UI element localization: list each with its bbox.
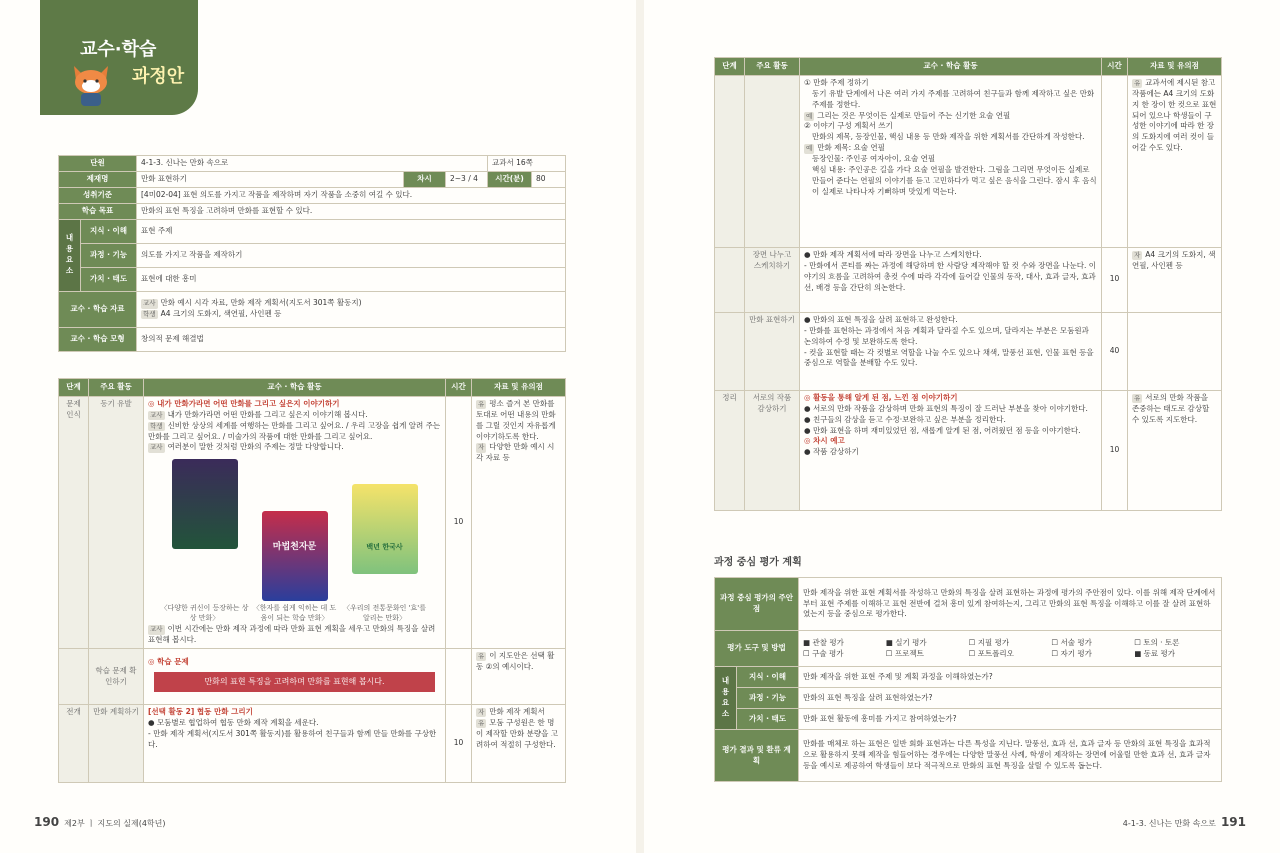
v-label: 가치 · 태도 (81, 267, 137, 291)
left-process-table (58, 378, 566, 783)
express-sub1: - 만화를 표현하는 과정에서 처음 계획과 달라질 수도 있으며, 달라지는 부분은 모둠원과 논의하여 수정 및 보완하도록 한다. (804, 325, 1089, 346)
stage-header: 단계 (59, 379, 89, 397)
plan-bullet: ● 모둠별로 협업하여 협동 만화 제작 계획을 세운다. (148, 717, 319, 727)
materials-teacher: 만화 예시 시각 자료, 만화 제작 계획서(지도서 301쪽 활동지) (160, 298, 362, 308)
k-label: 지식 · 이해 (81, 219, 137, 243)
sketch-sub: - 만화에서 콘티를 짜는 과정에 해당하며 한 사람당 제작해야 할 컷 수와 장면을 나눈다. 이야기의 흐름을 고려하여 총컷 수에 따라 각각에 들어갈 인물의 동작, 대사, 효과 글자, 효과 선, 배경 등을 간단히 의논한다. (804, 260, 1097, 292)
teacher-tag: 교사 (143, 299, 156, 308)
student-tag: 학생 (143, 310, 156, 318)
material-tag: 자 (478, 708, 485, 717)
notes-problem (472, 649, 566, 705)
wrapup-content (800, 390, 1102, 510)
title-label: 제재명 (59, 171, 137, 187)
wrapup-bullet: ● 작품 감상하기 (804, 447, 859, 457)
evaluation-section-title: 과정 중심 평가 계획 (714, 557, 802, 568)
wrapup-bullet: ● 친구들의 감상을 듣고 수정·보완하고 싶은 부분을 정리한다. (804, 414, 1006, 424)
tools-value (799, 631, 1222, 667)
example-tag: 예 (806, 111, 813, 120)
act-sketch: 장면 나누고 스케치하기 (745, 247, 800, 312)
fox-mascot-icon (70, 62, 112, 108)
process-header: 교수 · 학습 활동 (144, 379, 446, 397)
material-tag: 자 (478, 443, 485, 452)
act-appreciate: 서로의 작품 감상하기 (745, 390, 800, 510)
plan-heading: [선택 활동 2] 협동 만화 그리기 (148, 707, 253, 717)
stage-wrapup: 정리 (715, 390, 745, 510)
student-line: 신비한 상상의 세계를 여행하는 만화를 그리고 싶어요. / 우리 고장을 쉽게 알려 주는 만화를 그리고 싶어요. / 미술가의 작품에 대한 만화를 그리고 싶어요. (148, 420, 441, 441)
notes-sketch (1128, 247, 1222, 312)
time-label: 시간(분) (488, 171, 532, 187)
eval-k-value: 만화 제작을 위한 표현 주제 및 계획 과정을 이해하였는가? (799, 667, 1222, 688)
time-plan: 10 (446, 705, 472, 783)
express-bullet: ● 만화의 표현 특징을 살려 표현하고 완성한다. (804, 314, 958, 324)
step1-title: ① 만화 주제 정하기 (804, 77, 869, 87)
result-value: 만화를 매체로 하는 표현은 일반 회화 표현과는 다른 특성을 지닌다. 말풍선, 효과 선, 효과 글자 등 만화의 표현 특징을 효과적으로 활용하지 못해 제작을 힘들어하는 경우에는 다양한 말풍선 사례, 학생이 제작하는 장면에 어울릴 만한 효과 선, 효과 글자 등을 예시로 제공하여 학생들이 보다 적극적으로 만화의 표현 특징을 살릴 수 있도록 돕는다. (799, 730, 1222, 782)
act-empty (745, 75, 800, 247)
time-sketch: 10 (1102, 247, 1128, 312)
tool-discussion: ☐ 토의 · 토론 (1134, 637, 1180, 647)
motivation-heading: ◎ 내가 만화가라면 어떤 만화를 그리고 싶은지 이야기하기 (148, 398, 340, 408)
time-empty (446, 649, 472, 705)
right-page-number: 191 (1220, 815, 1246, 829)
example-core: 핵심 내용: 주인공은 길을 가다 요술 연필을 발견한다. 그림을 그리면 무엇이든 실제로 만들어 준다는 연필의 이야기를 듣고 고민하다가 먹고 싶은 음식을 그린다. 잠시 후 음식이 실제로 나타나자 기뻐하며 맛있게 먹는다. (812, 164, 1097, 196)
std-label: 성취기준 (59, 187, 137, 203)
wrapup-bullet: ● 만화 표현을 하며 재미있었던 점, 새롭게 알게 된 점, 어려웠던 점 등을 이야기한다. (804, 425, 1081, 435)
note-text: 모둠 구성원은 한 명이 제작할 만화 분량을 고려하여 적절히 구성한다. (476, 717, 558, 749)
teacher-tag: 교사 (150, 625, 163, 634)
stage-empty (715, 247, 745, 312)
tool-portfolio: ☐ 포트폴리오 (968, 648, 1014, 658)
step1-text: 동기 유발 단계에서 나온 여러 가지 주제를 고려하여 친구들과 함께 제작하고 싶은 만화 주제를 정한다. (812, 88, 1095, 109)
right-process-table (714, 57, 1222, 511)
plan-cont-content (800, 75, 1102, 247)
example-title: 만화 제목: 요술 연필 (817, 143, 885, 153)
stage-empty (715, 312, 745, 390)
time-motivation: 10 (446, 396, 472, 648)
std-value: [4미02-04] 표현 의도를 가지고 작품을 제작하며 자기 작품을 소중히 여길 수 있다. (137, 187, 566, 203)
notes-wrapup (1128, 390, 1222, 510)
book-cover-magic: 마법천자문 (262, 511, 328, 601)
teacher-line: 내가 만화가라면 어떤 만화를 그리고 싶은지 이야기해 봅시다. (167, 409, 368, 419)
tool-project: ☐ 프로젝트 (885, 648, 924, 658)
note-text: A4 크기의 도화지, 색연필, 사인펜 등 (1132, 249, 1216, 270)
tool-written: ☐ 지필 평가 (968, 637, 1010, 647)
note-tag: 유 (478, 718, 485, 727)
stage-problem: 문제 인식 (59, 396, 89, 648)
time-header: 시간 (446, 379, 472, 397)
teacher-line: 여러분이 말한 것처럼 만화의 주제는 정말 다양합니다. (167, 442, 344, 452)
caption-history: 〈우리의 전통문화인 '효'를 알리는 만화〉 (343, 604, 426, 623)
note-tag: 유 (478, 399, 485, 408)
purpose-label: 과정 중심 평가의 주안점 (715, 578, 799, 631)
time-express: 40 (1102, 312, 1128, 390)
period-value: 2~3 / 4 (446, 171, 488, 187)
unit-label: 단원 (59, 156, 137, 172)
goal-value: 만화의 표현 특징을 고려하며 만화를 표현할 수 있다. (137, 203, 566, 219)
stage-empty (59, 649, 89, 705)
s-value: 의도를 가지고 작품을 제작하기 (137, 243, 566, 267)
caption-magic: 〈한자를 쉽게 익히는 데 도움이 되는 학습 만화〉 (252, 604, 337, 623)
tool-peer: ■ 동료 평가 (1134, 648, 1176, 658)
note-tag: 유 (478, 652, 485, 661)
act-express: 만화 표현하기 (745, 312, 800, 390)
title-value: 만화 표현하기 (137, 171, 404, 187)
wrapup-bullet-text: 친구들의 감상을 듣고 수정·보완하고 싶은 부분을 정리한다. (812, 414, 1006, 424)
activity-header: 주요 활동 (89, 379, 144, 397)
badge-line1: 교수·학습 (80, 39, 157, 60)
goal-label: 학습 목표 (59, 203, 137, 219)
problem-content (144, 649, 446, 705)
note-tag: 유 (1134, 78, 1141, 87)
note-text: 서로의 만화 작품을 존중하는 태도로 감상할 수 있도록 지도한다. (1132, 392, 1210, 424)
activity-header: 주요 활동 (745, 58, 800, 76)
note-text: 만화 제작 계획서 (489, 707, 545, 717)
left-footer-text: 제2부 ㅣ 지도의 실제(4학년) (64, 819, 166, 828)
act-plan: 만화 계획하기 (89, 705, 144, 783)
unit-value: 4-1-3. 신나는 만화 속으로 (137, 156, 488, 172)
model-label: 교수 · 학습 모형 (59, 327, 137, 351)
notes-motivation (472, 396, 566, 648)
notes-header: 자료 및 유의점 (1128, 58, 1222, 76)
caption-ghost: 〈다양한 귀신이 등장하는 상상 만화〉 (160, 604, 249, 623)
time-wrapup: 10 (1102, 390, 1128, 510)
material-tag: 자 (1134, 250, 1141, 259)
express-bullet-text: 만화의 표현 특징을 살려 표현하고 완성한다. (812, 314, 958, 324)
tool-practical: ■ 실기 평가 (885, 637, 927, 647)
note-text: 교과서에 제시된 참고 작품에는 A4 크기의 도화지 한 장이 한 컷으로 표현되어 있으나 학생들이 구성한 이야기에 따라 한 장의 도화지에 여러 컷이 들어갈 수도 있다. (1132, 77, 1217, 153)
tool-essay: ☐ 서술 평가 (1051, 637, 1092, 647)
content-label: 내용 요소 (59, 219, 81, 291)
model-value: 창의적 문제 해결법 (137, 327, 566, 351)
process-header: 교수 · 학습 활동 (800, 58, 1102, 76)
wrapup-heading: ◎ 활동을 통해 알게 된 점, 느낀 점 이야기하기 (804, 392, 958, 402)
time-value: 80 (532, 171, 566, 187)
example-text: 그리는 것은 무엇이든 실제로 만들어 주는 신기한 요술 연필 (817, 110, 1011, 120)
note-tag: 유 (1134, 393, 1141, 402)
wrapup-bullet-text: 작품 감상하기 (812, 447, 859, 457)
eval-content-label: 내용 요소 (715, 667, 737, 730)
badge-line2: 과정안 (132, 66, 185, 87)
stage-develop: 전개 (59, 705, 89, 783)
tool-observation: ■ 관찰 평가 (803, 637, 844, 647)
book-cover-ghost (172, 459, 238, 549)
plan-sub: - 만화 제작 계획서(지도서 301쪽 활동지)를 활용하여 친구들과 함께 만들 만화를 구상한다. (148, 728, 437, 749)
time-header: 시간 (1102, 58, 1128, 76)
wrapup-bullet-text: 만화 표현을 하며 재미있었던 점, 새롭게 알게 된 점, 어려웠던 점 등을 이야기한다. (812, 425, 1081, 435)
time-empty (1102, 75, 1128, 247)
plan-bullet-text: 모둠별로 협업하여 협동 만화 제작 계획을 세운다. (156, 717, 319, 727)
step2-title: ② 이야기 구성 계획서 쓰기 (804, 121, 893, 131)
materials-label: 교수 · 학습 자료 (59, 291, 137, 327)
v-value: 표현에 대한 흥미 (137, 267, 566, 291)
eval-s-value: 만화의 표현 특징을 살려 표현하였는가? (799, 688, 1222, 709)
eval-k-label: 지식 · 이해 (737, 667, 799, 688)
note-text: 다양한 만화 예시 시각 자료 등 (476, 442, 555, 463)
book-cover-history: 백년 한국사 (352, 484, 418, 574)
materials-student: A4 크기의 도화지, 색연필, 사인펜 등 (160, 309, 282, 318)
sketch-bullet: ● 만화 제작 계획서에 따라 장면을 나누고 스케치한다. (804, 249, 982, 259)
period-label: 차시 (404, 171, 446, 187)
lesson-plan-badge (40, 0, 198, 115)
note-text: 이 지도안은 선택 활동 ②의 예시이다. (476, 651, 555, 671)
stage-header: 단계 (715, 58, 745, 76)
teacher-line: 이번 시간에는 만화 제작 과정에 따라 만화 표현 계획을 세우고 만화의 특징을 살려 표현해 봅시다. (148, 624, 436, 645)
eval-v-label: 가치 · 태도 (737, 709, 799, 730)
express-sub2: - 컷을 표현할 때는 각 컷별로 역할을 나눌 수도 있으나 채색, 말풍선 표현, 인물 표현 등을 중심으로 역할을 분배할 수도 있다. (804, 347, 1094, 368)
left-page-number: 190 (34, 815, 60, 829)
notes-empty (1128, 312, 1222, 390)
plan-content (144, 705, 446, 783)
sketch-content (800, 247, 1102, 312)
tool-self: ☐ 자기 평가 (1051, 648, 1092, 658)
teacher-tag: 교사 (150, 443, 163, 452)
left-footer (34, 815, 166, 829)
eval-s-label: 과정 · 기능 (737, 688, 799, 709)
act-problem-check: 학습 문제 확인하기 (89, 649, 144, 705)
evaluation-table (714, 577, 1222, 782)
notes-plan-cont (1128, 75, 1222, 247)
problem-heading: ◎ 학습 문제 (148, 657, 189, 667)
motivation-content (144, 396, 446, 648)
s-label: 과정 · 기능 (81, 243, 137, 267)
sketch-bullet-text: 만화 제작 계획서에 따라 장면을 나누고 스케치한다. (812, 249, 982, 259)
materials-value (137, 291, 566, 327)
notes-header: 자료 및 유의점 (472, 379, 566, 397)
notes-plan (472, 705, 566, 783)
learning-problem-bar: 만화의 표현 특징을 고려하며 만화를 표현해 봅시다. (154, 672, 435, 692)
wrapup-bullet-text: 서로의 만화 작품을 감상하며 만화 표현의 특징이 잘 드러난 부분을 찾아 이야기한다. (812, 403, 1088, 413)
wrapup-bullet: ● 서로의 만화 작품을 감상하며 만화 표현의 특징이 잘 드러난 부분을 찾아 이야기한다. (804, 403, 1088, 413)
example-characters: 등장인물: 주인공 여자아이, 요술 연필 (812, 154, 936, 163)
result-label: 평가 결과 및 환류 계획 (715, 730, 799, 782)
teacher-tag: 교사 (150, 410, 163, 419)
step2-text: 만화의 제목, 등장인물, 핵심 내용 등 만화 제작을 위한 계획서를 간단하게 작성한다. (812, 132, 1085, 142)
purpose-value: 만화 제작을 위한 표현 계획서를 작성하고 만화의 특징을 살려 표현하는 과정에 평가의 주안점이 있다. 이를 위해 제작 단계에서부터 표현 주제를 이해하고 표현 전반에 걸쳐 흥미 있게 참여하는지, 그리고 만화의 표현 특징을 이해하고 이를 잘 살려 표현하였는지 등을 중심으로 평가한다. (799, 578, 1222, 631)
act-motivation: 동기 유발 (89, 396, 144, 648)
express-content (800, 312, 1102, 390)
stage-empty (715, 75, 745, 247)
student-tag: 학생 (150, 421, 163, 430)
tools-label: 평가 도구 및 방법 (715, 631, 799, 667)
note-text: 평소 즐겨 본 만화를 토대로 어떤 내용의 만화를 그릴 것인지 자유롭게 이야기하도록 한다. (476, 398, 556, 441)
info-table (58, 155, 566, 352)
textbook-page: 교과서 16쪽 (488, 156, 566, 172)
next-lesson-heading: ◎ 차시 예고 (804, 436, 845, 446)
right-footer-text: 4-1-3. 신나는 만화 속으로 (1122, 819, 1216, 828)
right-footer (1123, 815, 1246, 829)
eval-v-value: 만화 표현 활동에 흥미를 가지고 참여하였는가? (799, 709, 1222, 730)
k-value: 표현 주제 (137, 219, 566, 243)
tool-oral: ☐ 구술 평가 (803, 648, 844, 658)
example-tag: 예 (806, 144, 813, 153)
